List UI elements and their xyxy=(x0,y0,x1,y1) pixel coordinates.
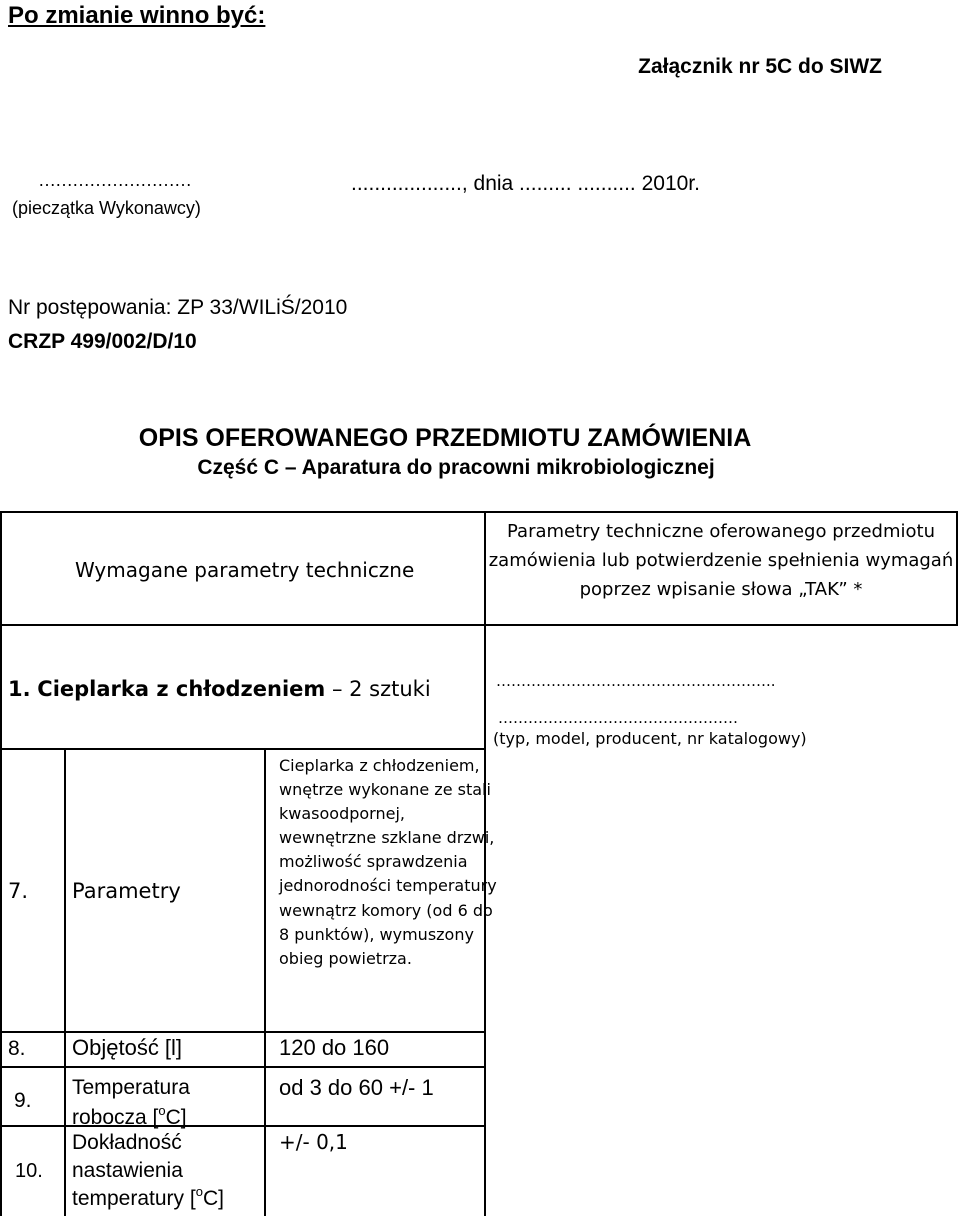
section-dash: – xyxy=(331,677,343,701)
document-subtitle: Część C – Aparatura do pracowni mikrobiologicznej xyxy=(197,456,715,479)
param-column-line xyxy=(64,748,66,1216)
section-name: Cieplarka z chłodzeniem xyxy=(37,677,326,701)
attachment-label: Załącznik nr 5C do SIWZ xyxy=(638,55,882,78)
row-param-line: nastawienia xyxy=(72,1159,183,1182)
table-left-border xyxy=(0,511,2,1216)
row-param xyxy=(72,1129,224,1213)
degree-superscript: o xyxy=(195,1184,203,1199)
table-header-bottom xyxy=(0,624,958,626)
header-offered-params: Parametry techniczne oferowanego przedmiotu zamówienia lub potwierdzenie spełnienia wymagań poprzez wpisanie słowa „TAK” * xyxy=(488,521,954,600)
section-row-bottom xyxy=(0,748,486,750)
row8-bottom xyxy=(0,1066,486,1068)
row-param-line: C] xyxy=(202,1187,224,1210)
offer-dots-line-2: ………………………………………… xyxy=(498,709,738,727)
row-number: 8. xyxy=(8,1037,26,1060)
offer-hint: (typ, model, producent, nr katalogowy) xyxy=(493,729,807,748)
stamp-placeholder: ……………………… xyxy=(38,170,191,190)
row-param xyxy=(72,1073,190,1133)
row-param-line: C] xyxy=(165,1106,187,1129)
procedure-number: Nr postępowania: ZP 33/WILiŚ/2010 xyxy=(8,296,348,319)
date-line: ..................., dnia ......... .......... 2010r. xyxy=(351,172,700,195)
row-param: Objętość [l] xyxy=(72,1035,183,1060)
row-param: Parametry xyxy=(72,879,181,903)
document-title: OPIS OFEROWANEGO PRZEDMIOTU ZAMÓWIENIA xyxy=(138,424,752,452)
correction-note: Po zmianie winno być: xyxy=(8,2,266,29)
row-param-line: temperatury [ xyxy=(72,1187,196,1210)
row-number: 7. xyxy=(8,879,29,903)
row-param-line: Temperatura xyxy=(72,1076,190,1099)
header-required-params: Wymagane parametry techniczne xyxy=(75,558,415,582)
row-number: 10. xyxy=(15,1160,43,1182)
crzp-number: CRZP 499/002/D/10 xyxy=(8,330,197,353)
row-param-line: robocza [ xyxy=(72,1106,159,1129)
degree-superscript: o xyxy=(158,1103,166,1118)
stamp-label: (pieczątka Wykonawcy) xyxy=(12,198,201,218)
value-column-line xyxy=(264,748,266,1216)
row7-bottom xyxy=(0,1031,486,1033)
section-title xyxy=(8,677,431,701)
section-number: 1. xyxy=(8,677,31,701)
row-value: od 3 do 60 +/- 1 xyxy=(279,1075,434,1100)
row-param-line: Dokładność xyxy=(72,1131,182,1154)
row-value: +/- 0,1 xyxy=(279,1130,348,1154)
row-value: Cieplarka z chłodzeniem, wnętrze wykonane ze stali kwasoodpornej, wewnętrzne szklane drzwi, możliwość sprawdzenia jednorodności temperatury wewnątrz komory (od 6 do 8 punktów), wymuszony obieg powietrza. xyxy=(279,756,497,968)
row-number: 9. xyxy=(14,1089,32,1112)
table-right-border xyxy=(956,511,958,626)
offer-dots-line-1: ……………………………………………….. xyxy=(496,672,776,690)
row-value: 120 do 160 xyxy=(279,1035,390,1060)
table-top-border xyxy=(0,511,958,513)
section-quantity: 2 sztuki xyxy=(349,677,431,701)
